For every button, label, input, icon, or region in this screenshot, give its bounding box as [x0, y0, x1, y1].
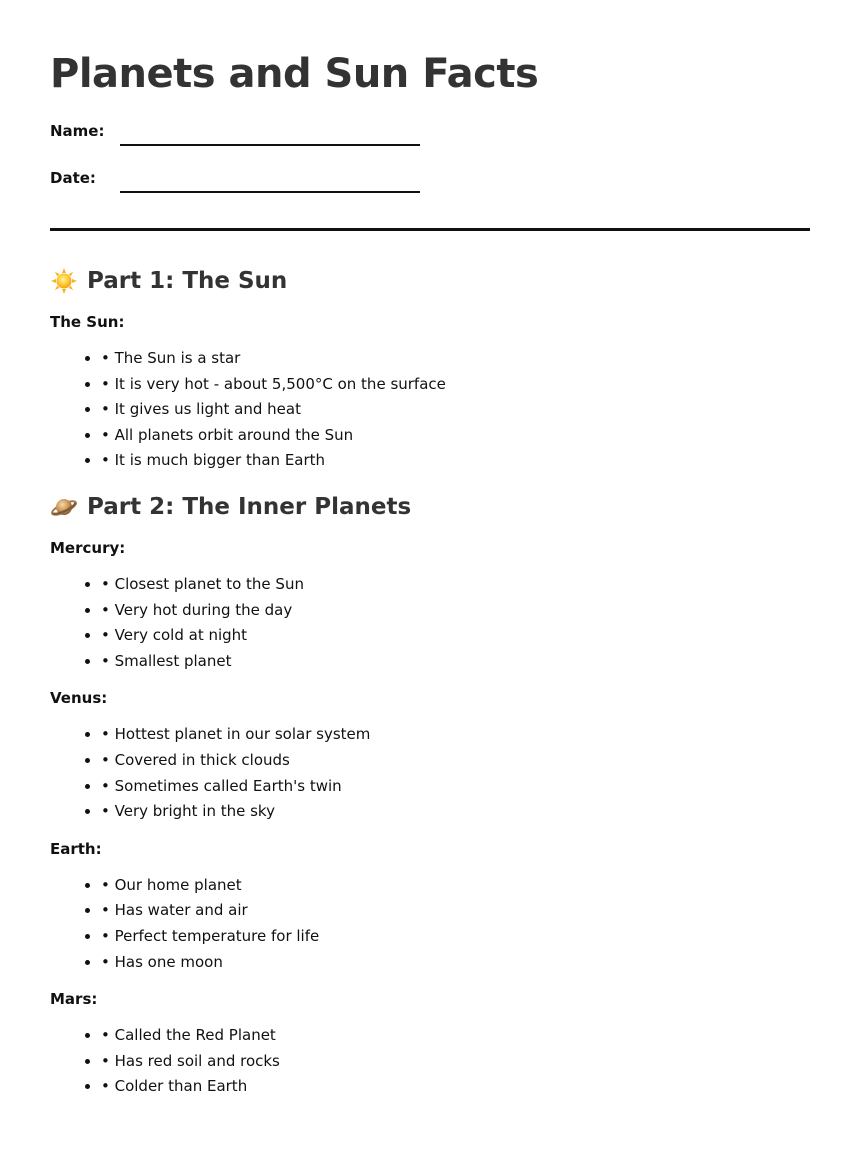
- fact-list: [50, 572, 810, 674]
- name-blank-line: [120, 144, 420, 146]
- group-label: Venus:: [50, 689, 108, 708]
- list-item: • • Closest planet to the Sun: [101, 572, 810, 598]
- fact-list: [50, 873, 810, 975]
- group-label: Earth:: [50, 839, 102, 858]
- list-item: • • All planets orbit around the Sun: [101, 423, 810, 449]
- list-item: • • Has red soil and rocks: [101, 1049, 810, 1075]
- list-item: • • Has water and air: [101, 898, 810, 924]
- list-item: • • Hottest planet in our solar system: [101, 722, 810, 748]
- group-label: Mars:: [50, 990, 98, 1009]
- fact-group-sun: [50, 312, 810, 474]
- section-heading-text: Part 2: The Inner Planets: [87, 493, 412, 520]
- list-item: • • It is very hot - about 5,500°C on the surface: [101, 372, 810, 398]
- fact-list: [50, 346, 810, 474]
- group-label: The Sun:: [50, 313, 125, 331]
- sun-icon: [50, 267, 78, 295]
- fact-list: [50, 1023, 810, 1100]
- list-item: • • Sometimes called Earth's twin: [101, 774, 810, 800]
- ringed-planet-icon: [50, 493, 78, 521]
- worksheet-content: [50, 262, 810, 1114]
- list-item: • • Very hot during the day: [101, 598, 810, 624]
- fact-group-mercury: [50, 538, 810, 674]
- header-divider: [50, 228, 810, 231]
- list-item: • • Smallest planet: [101, 649, 810, 675]
- date-field-row: [50, 163, 430, 193]
- fact-group-mars: [50, 989, 810, 1100]
- list-item: • • Very bright in the sky: [101, 799, 810, 825]
- list-item: • • It is much bigger than Earth: [101, 448, 810, 474]
- date-blank-line: [120, 191, 420, 193]
- list-item: • • Covered in thick clouds: [101, 748, 810, 774]
- list-item: • • Colder than Earth: [101, 1074, 810, 1100]
- list-item: • • The Sun is a star: [101, 346, 810, 372]
- list-item: • • Very cold at night: [101, 623, 810, 649]
- group-label: Mercury:: [50, 538, 126, 557]
- section-heading: [50, 488, 810, 526]
- list-item: • • Our home planet: [101, 873, 810, 899]
- name-field-row: [50, 116, 430, 146]
- date-label: Date:: [50, 169, 96, 187]
- section-inner-planets: [50, 488, 810, 1100]
- fact-group-earth: [50, 839, 810, 975]
- page-title: Planets and Sun Facts: [50, 51, 539, 97]
- fact-list: [50, 722, 810, 824]
- name-label: Name:: [50, 122, 105, 140]
- list-item: • • Called the Red Planet: [101, 1023, 810, 1049]
- section-sun: [50, 262, 810, 474]
- section-heading: [50, 262, 810, 300]
- list-item: • • Perfect temperature for life: [101, 924, 810, 950]
- fact-group-venus: [50, 688, 810, 824]
- list-item: • • Has one moon: [101, 950, 810, 976]
- section-heading-text: Part 1: The Sun: [87, 268, 288, 294]
- list-item: • • It gives us light and heat: [101, 397, 810, 423]
